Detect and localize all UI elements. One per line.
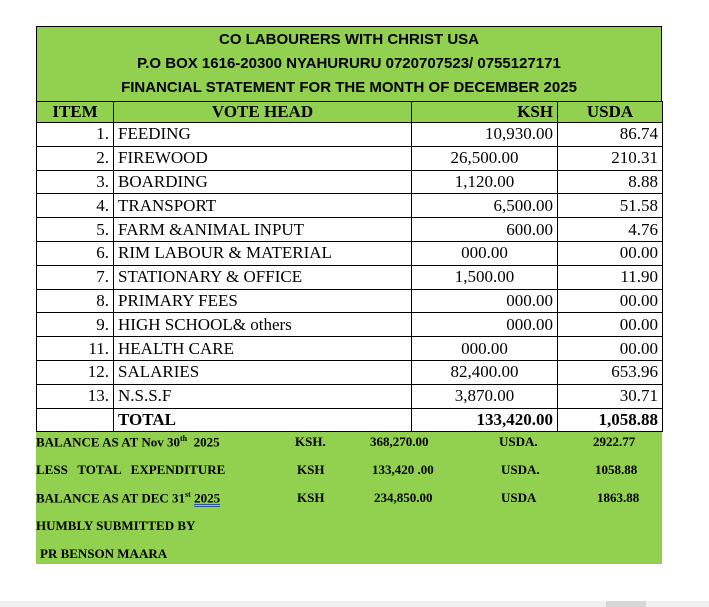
closing-currency-usda: USDA <box>501 490 537 506</box>
item-number: 6. <box>37 241 114 265</box>
usda-amount: 653.96 <box>558 360 663 384</box>
submitted-by-label: HUMBLY SUBMITTED BY <box>36 518 196 534</box>
usda-amount: 4.76 <box>558 218 663 242</box>
ksh-amount: 3,870.00 <box>412 384 558 408</box>
ksh-amount: 000.00 <box>412 289 558 313</box>
closing-amount-usda: 1863.88 <box>597 490 640 506</box>
ksh-amount: 82,400.00 <box>412 360 558 384</box>
expenditure-table <box>36 101 663 432</box>
vote-head: RIM LABOUR & MATERIAL <box>114 241 412 265</box>
opening-label-suffix: th <box>180 434 188 444</box>
vote-head: STATIONARY & OFFICE <box>114 265 412 289</box>
table-row <box>37 123 663 147</box>
vote-head: PRIMARY FEES <box>114 289 412 313</box>
item-number: 5. <box>37 218 114 242</box>
table-row <box>37 146 663 170</box>
vote-head: BOARDING <box>114 170 412 194</box>
opening-amount-ksh: 368,270.00 <box>370 434 429 450</box>
column-header-usda: USDA <box>558 102 663 123</box>
table-row <box>37 170 663 194</box>
vote-head: HEALTH CARE <box>114 337 412 361</box>
table-row <box>37 241 663 265</box>
table-header-row <box>37 102 663 123</box>
opening-currency-usda: USDA. <box>499 434 538 450</box>
organization-title: CO LABOURERS WITH CHRIST USA <box>219 31 479 48</box>
scrollbar-thumb[interactable] <box>606 601 646 607</box>
expenditure-currency-usda: USDA. <box>501 462 540 478</box>
usda-amount: 8.88 <box>558 170 663 194</box>
usda-amount: 86.74 <box>558 123 663 147</box>
item-number: 1. <box>37 123 114 147</box>
closing-label-suffix: st <box>185 490 191 500</box>
submitted-by-row <box>36 518 662 538</box>
vote-head: FARM &ANIMAL INPUT <box>114 218 412 242</box>
signatory-row <box>36 546 662 566</box>
ksh-amount: 1,500.00 <box>412 265 558 289</box>
usda-amount: 11.90 <box>558 265 663 289</box>
closing-amount-ksh: 234,850.00 <box>374 490 433 506</box>
expenditure-row <box>36 462 662 482</box>
item-number: 4. <box>37 194 114 218</box>
item-number: 11. <box>37 337 114 361</box>
expenditure-amount-ksh: 133,420 .00 <box>372 462 434 478</box>
usda-amount: 00.00 <box>558 313 663 337</box>
total-usda: 1,058.88 <box>558 408 663 432</box>
ksh-amount: 000.00 <box>412 313 558 337</box>
expenditure-currency-ksh: KSH <box>297 462 325 478</box>
vote-head: TRANSPORT <box>114 194 412 218</box>
item-number: 13. <box>37 384 114 408</box>
horizontal-scrollbar[interactable] <box>0 601 709 607</box>
column-header-item: ITEM <box>37 102 114 123</box>
usda-amount: 00.00 <box>558 337 663 361</box>
balance-summary <box>36 432 662 564</box>
closing-balance-label <box>36 490 220 506</box>
table-row <box>37 337 663 361</box>
ksh-amount: 6,500.00 <box>412 194 558 218</box>
signatory-name: PR BENSON MAARA <box>40 546 168 562</box>
item-number: 3. <box>37 170 114 194</box>
usda-amount: 51.58 <box>558 194 663 218</box>
opening-balance-row <box>36 434 662 454</box>
total-label: TOTAL <box>114 408 412 432</box>
financial-statement <box>36 26 662 564</box>
table-row <box>37 218 663 242</box>
table-row <box>37 265 663 289</box>
statement-header <box>36 26 662 101</box>
closing-label-year: 2025 <box>194 490 221 506</box>
table-row <box>37 194 663 218</box>
usda-amount: 00.00 <box>558 241 663 265</box>
total-ksh: 133,420.00 <box>412 408 558 432</box>
vote-head: N.S.S.F <box>114 384 412 408</box>
ksh-amount: 26,500.00 <box>412 146 558 170</box>
table-row <box>37 384 663 408</box>
closing-balance-row <box>36 490 662 510</box>
item-number: 9. <box>37 313 114 337</box>
organization-address: P.O BOX 1616-20300 NYAHURURU 0720707523/ 0755127171 <box>137 55 561 72</box>
vote-head: FEEDING <box>114 123 412 147</box>
vote-head: HIGH SCHOOL& others <box>114 313 412 337</box>
opening-label-text: BALANCE AS AT Nov 30 <box>36 434 180 450</box>
ksh-amount: 10,930.00 <box>412 123 558 147</box>
column-header-vote-head: VOTE HEAD <box>114 102 412 123</box>
total-item-empty <box>37 408 114 432</box>
item-number: 8. <box>37 289 114 313</box>
ksh-amount: 1,120.00 <box>412 170 558 194</box>
closing-label-text: BALANCE AS AT DEC 31 <box>36 490 186 506</box>
opening-amount-usda: 2922.77 <box>593 434 636 450</box>
expenditure-label: LESS TOTAL EXPENDITURE <box>36 462 226 478</box>
item-number: 7. <box>37 265 114 289</box>
ksh-amount: 000.00 <box>412 241 558 265</box>
usda-amount: 30.71 <box>558 384 663 408</box>
item-number: 2. <box>37 146 114 170</box>
usda-amount: 210.31 <box>558 146 663 170</box>
table-row <box>37 360 663 384</box>
statement-title: FINANCIAL STATEMENT FOR THE MONTH OF DECEMBER 2025 <box>121 79 577 96</box>
total-row <box>37 408 663 432</box>
vote-head: FIREWOOD <box>114 146 412 170</box>
usda-amount: 00.00 <box>558 289 663 313</box>
table-row <box>37 313 663 337</box>
table-row <box>37 289 663 313</box>
expenditure-amount-usda: 1058.88 <box>595 462 638 478</box>
column-header-ksh: KSH <box>412 102 558 123</box>
closing-currency-ksh: KSH <box>297 490 325 506</box>
ksh-amount: 600.00 <box>412 218 558 242</box>
ksh-amount: 000.00 <box>412 337 558 361</box>
opening-currency-ksh: KSH. <box>295 434 326 450</box>
item-number: 12. <box>37 360 114 384</box>
opening-balance-label <box>36 434 220 450</box>
vote-head: SALARIES <box>114 360 412 384</box>
opening-label-year: 2025 <box>193 434 220 450</box>
